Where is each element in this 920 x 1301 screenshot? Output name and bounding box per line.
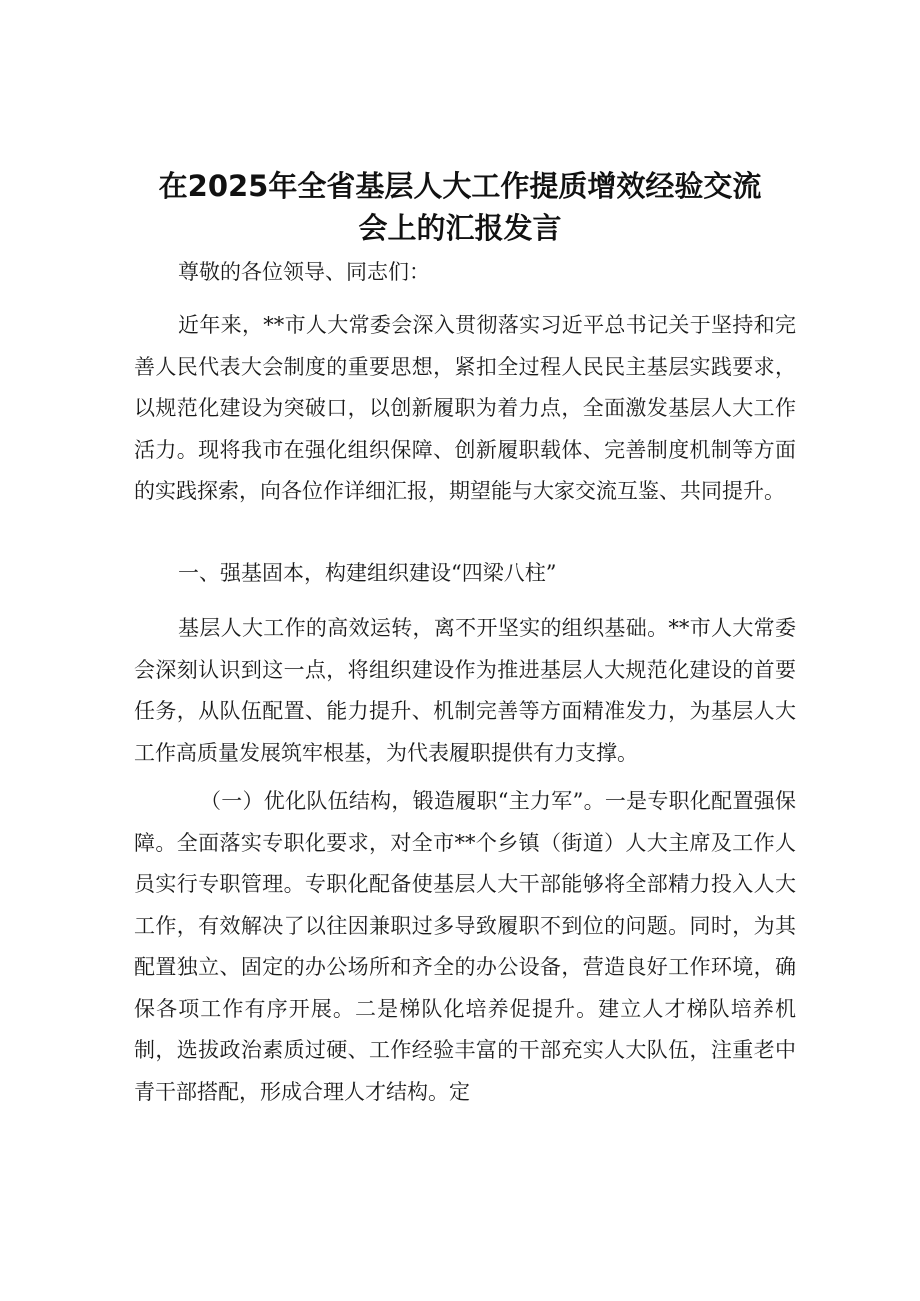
paragraph-subsection-1: （一）优化队伍结构，锻造履职“主力军”。一是专职化配置强保障。全面落实专职化要求，对全市**个乡镇（街道）人大主席及工作人员实行专职管理。专职化配备使基层人大干部能够将全部精力投入人大工作，有效解决了以往因兼职过多导致履职不到位的问题。同时，为其配置独立、固定的办公场所和齐全的办公设备，营造良好工作环境，确保各项工作有序开展。二是梯队化培养促提升。建立人才梯队培养机制，选拔政治素质过硬、工作经验丰富的干部充实人大队伍，注重老中青干部搭配，形成合理人才结构。定 (134, 789, 796, 1104)
document-title-line-2: 会上的汇报发言 (358, 211, 562, 245)
paragraph-section-1: 基层人大工作的高效运转，离不开坚实的组织基础。**市人大常委会深刻认识到这一点，将组织建设作为推进基层人大规范化建设的首要任务，从队伍配置、能力提升、机制完善等方面精准发力，为基层人大工作高质量发展筑牢根基，为代表履职提供有力支撑。 (134, 616, 796, 765)
section-heading-1: 一、强基固本，构建组织建设“四梁八柱” (178, 561, 557, 585)
document-title-line-1: 在2025年全省基层人大工作提质增效经验交流 (158, 169, 762, 203)
paragraph-intro: 近年来，**市人大常委会深入贯彻落实习近平总书记关于坚持和完善人民代表大会制度的重要思想，紧扣全过程人民民主基层实践要求，以规范化建设为突破口，以创新履职为着力点，全面激发基层人大工作活力。现将我市在强化组织保障、创新履职载体、完善制度机制等方面的实践探索，向各位作详细汇报，期望能与大家交流互鉴、共同提升。 (134, 313, 796, 503)
salutation: 尊敬的各位领导、同志们： (178, 260, 430, 284)
